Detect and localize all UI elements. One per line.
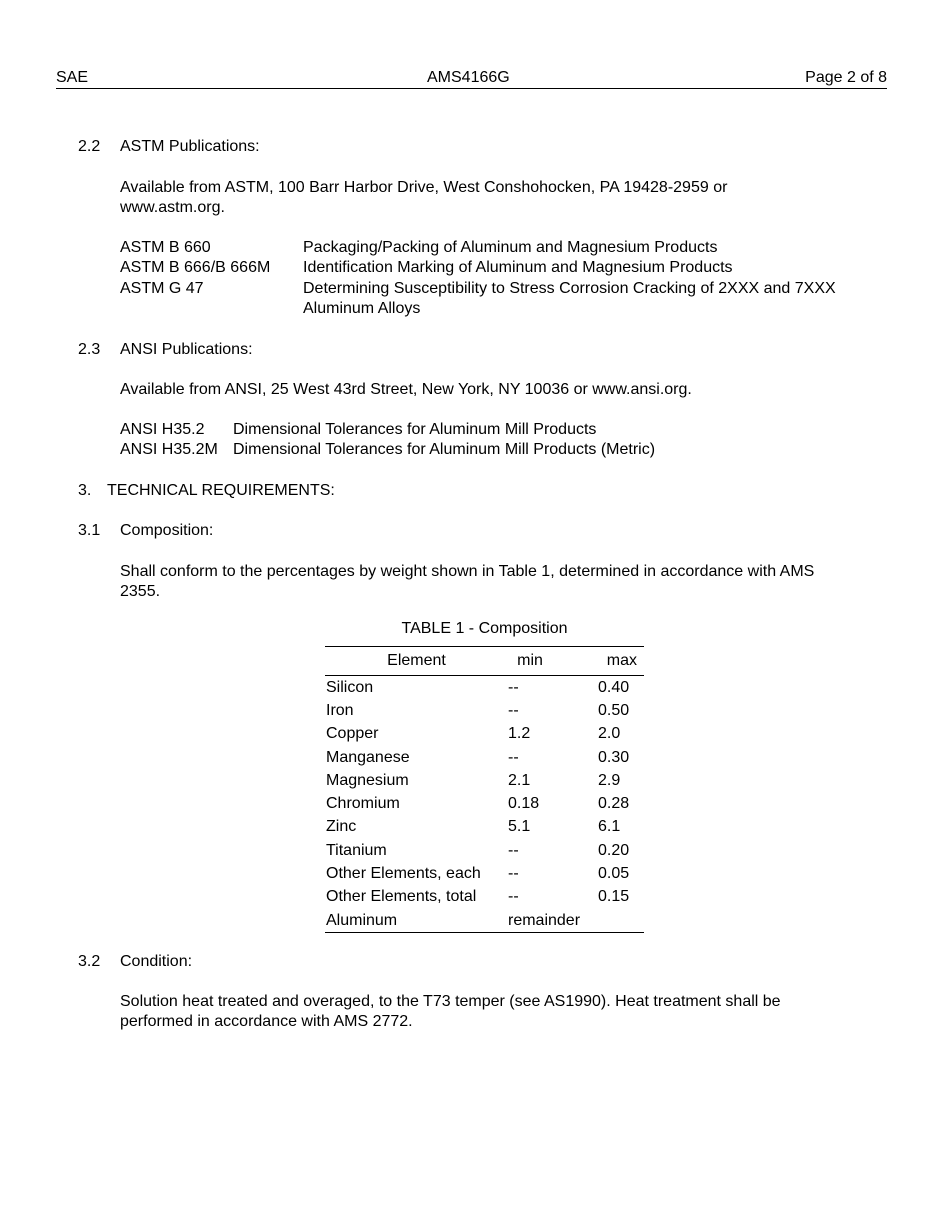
section-number: 2.3 (78, 341, 101, 358)
cell-max: 0.50 (598, 701, 630, 719)
reference-title: Identification Marking of Aluminum and Magnesium Products (303, 259, 733, 277)
header-document-number: AMS4166G (427, 69, 510, 86)
reference-row (120, 279, 878, 320)
cell-max: 2.0 (598, 725, 621, 743)
section-paragraph: Shall conform to the percentages by weight shown in Table 1, determined in accordance with AMS 2355. (120, 563, 815, 600)
table-row (325, 816, 644, 839)
header-page-number: Page 2 of 8 (805, 69, 887, 86)
section-number: 3.2 (78, 953, 101, 970)
astm-reference-list (120, 238, 878, 319)
cell-min: -- (508, 841, 519, 859)
table-row (325, 746, 644, 769)
cell-element: Aluminum (326, 911, 398, 929)
cell-max: 0.30 (598, 748, 630, 766)
table-row (325, 699, 644, 722)
section-title: Condition: (120, 953, 193, 970)
section-title: TECHNICAL REQUIREMENTS: (107, 482, 335, 499)
table-row (325, 723, 644, 746)
cell-min: -- (508, 888, 519, 906)
cell-max: 0.15 (598, 888, 630, 906)
cell-max: 0.05 (598, 865, 630, 883)
section-title: Composition: (120, 522, 214, 539)
cell-min: -- (508, 865, 519, 883)
section-title: ANSI Publications: (120, 341, 253, 358)
cell-element: Other Elements, each (326, 865, 481, 883)
cell-min: 5.1 (508, 818, 531, 836)
section-number: 3.1 (78, 522, 101, 539)
section-number: 3. (78, 482, 92, 499)
cell-max: 2.9 (598, 771, 621, 789)
reference-row (120, 420, 655, 440)
cell-max: 0.20 (598, 841, 630, 859)
reference-code: ANSI H35.2 (120, 421, 205, 438)
cell-element: Iron (326, 701, 354, 719)
section-paragraph: Available from ANSI, 25 West 43rd Street, New York, NY 10036 or www.ansi.org. (120, 381, 692, 398)
cell-element: Chromium (326, 795, 400, 813)
table-row (325, 886, 644, 909)
cell-min: 1.2 (508, 725, 531, 743)
table-row (325, 792, 644, 815)
reference-title: Dimensional Tolerances for Aluminum Mill Products (233, 421, 597, 438)
reference-row (120, 258, 878, 278)
reference-row (120, 440, 655, 460)
cell-min: remainder (508, 911, 581, 929)
cell-min: -- (508, 748, 519, 766)
reference-title: Packaging/Packing of Aluminum and Magnesium Products (303, 239, 718, 256)
table-row (325, 676, 644, 700)
cell-min: 2.1 (508, 771, 531, 789)
section-paragraph: Solution heat treated and overaged, to the T73 temper (see AS1990). Heat treatment shall be performed in accordance with AMS 2772. (120, 993, 781, 1030)
cell-element: Titanium (326, 841, 387, 859)
cell-min: 0.18 (508, 795, 540, 813)
cell-max: 6.1 (598, 818, 621, 836)
column-header-min: min (517, 652, 543, 669)
table-row (325, 862, 644, 885)
section-title: ASTM Publications: (120, 138, 260, 155)
page-header (56, 68, 887, 89)
header-organization: SAE (56, 69, 89, 86)
reference-title: Dimensional Tolerances for Aluminum Mill Products (Metric) (233, 441, 656, 459)
cell-element: Silicon (326, 678, 374, 696)
column-header-element: Element (387, 652, 446, 669)
column-header-max: max (606, 652, 637, 669)
reference-title: Determining Susceptibility to Stress Corrosion Cracking of 2XXX and 7XXX Aluminum Alloys (303, 279, 836, 317)
table-row (325, 769, 644, 792)
cell-min: -- (508, 678, 519, 696)
reference-row (120, 238, 878, 258)
cell-element: Manganese (326, 748, 410, 766)
table-caption: TABLE 1 - Composition (401, 620, 568, 637)
table-row (325, 909, 644, 933)
cell-min: -- (508, 701, 519, 719)
table-row (325, 839, 644, 862)
ansi-reference-list (120, 420, 655, 461)
cell-element: Copper (326, 725, 379, 743)
section-paragraph: Available from ASTM, 100 Barr Harbor Drive, West Conshohocken, PA 19428-2959 or www.astm.org. (120, 179, 728, 216)
reference-code: ASTM B 660 (120, 239, 211, 256)
cell-element: Magnesium (326, 771, 409, 789)
reference-code: ASTM B 666/B 666M (120, 259, 271, 277)
cell-element: Other Elements, total (326, 888, 477, 906)
cell-element: Zinc (326, 818, 357, 836)
cell-max: 0.40 (598, 678, 630, 696)
composition-table (325, 646, 644, 933)
cell-max: 0.28 (598, 795, 630, 813)
section-number: 2.2 (78, 138, 101, 155)
table-header-row (325, 647, 644, 676)
reference-code: ANSI H35.2M (120, 441, 218, 459)
reference-code: ASTM G 47 (120, 279, 204, 297)
